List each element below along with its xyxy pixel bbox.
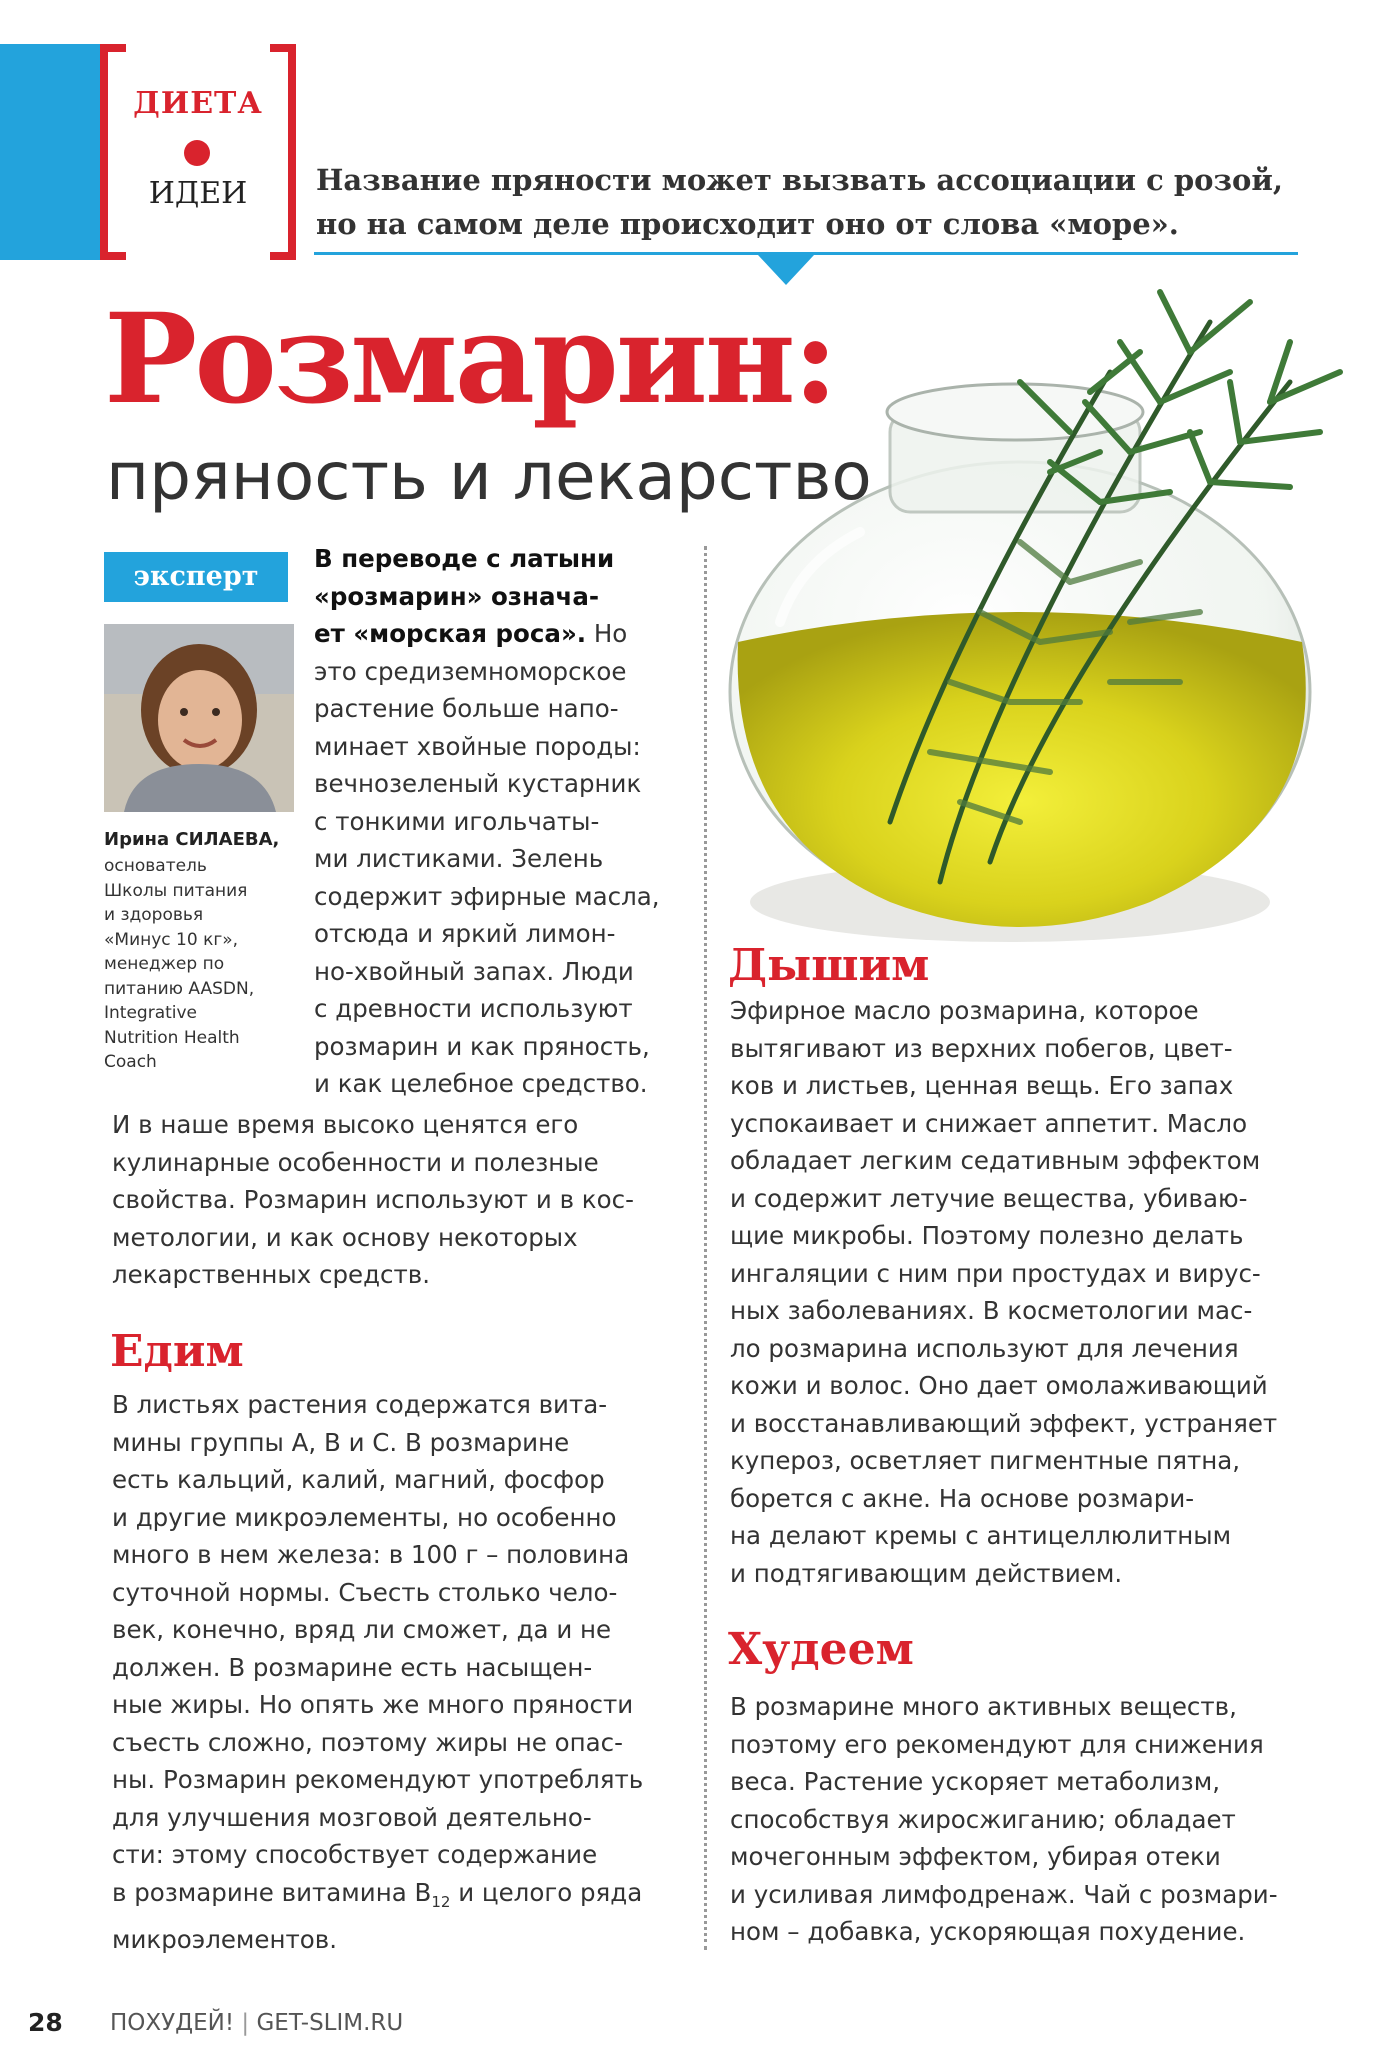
- page-number: 28: [28, 2008, 63, 2037]
- header-color-band: [0, 44, 100, 260]
- page-title: Розмарин:: [104, 287, 836, 432]
- intro-continuation: И в наше время высоко ценятся его кулинарные особенности и полезные свойства. Розмарин используют и в кос- метологии, и как основу некоторых лекарственных средств.: [112, 1110, 634, 1289]
- section-heading-breathe: Дышим: [728, 940, 930, 991]
- column-divider: [704, 546, 707, 1950]
- rubric-bracket-left: [100, 44, 126, 260]
- lead-paragraph: Название пряности может вызвать ассоциации с розой, но на самом деле происходит оно от слова «море».: [316, 163, 1283, 241]
- rubric-label-ideas: ИДЕИ: [148, 176, 248, 211]
- section-body-slim: В розмарине много активных веществ, поэтому его рекомендуют для снижения веса. Растение ускоряет метаболизм, способствуя жиросжиганию; обладает мочегонным эффектом, убирая отеки и усиливая лимфодренаж. Чай с розмари- ном – добавка, ускоряющая похудение.: [730, 1692, 1278, 1946]
- section-body-eat: В листьях растения содержатся вита- мины группы А, В и С. В розмарине есть кальций, калий, магний, фосфор и другие микроэлементы, но особенно много в нем железа: в 100 г – половина суточной нормы. Съесть столько чело- век, конечно, вряд ли сможет, да и не должен. В розмарине есть насыщен- ные жиры. Но опять же много пряности съесть сложно, поэтому жиры не опас- ны. Розмарин рекомендуют употреблять для улучшения мозговой деятельно- сти: этому способствует содержание в розмарине витамина $В_{12}$ и целого ряда микроэлементов.: [112, 1390, 644, 1954]
- section-body-breathe: Эфирное масло розмарина, которое вытягивают из верхних побегов, цвет- ков и листьев, ценная вещь. Его запах успокаивает и снижает аппетит. Масло обладает легким седативным эффектом и содержит летучие вещества, убиваю- щие микробы. Поэтому полезно делать ингаляции с ним при простудах и вирус- ных заболеваниях. В косметологии мас- ло розмарина используют для лечения кожи и волос. Оно дает омолаживающий и восстанавливающий эффект, устраняет купероз, осветляет пигментные пятна, борется с акне. На основе розмари- на делают кремы с антицеллюлитным и подтягивающим действием.: [730, 996, 1278, 1588]
- expert-name: Ирина СИЛАЕВА,: [104, 829, 280, 850]
- page-subtitle: пряность и лекарство: [106, 438, 872, 515]
- footer-credit: [110, 2010, 403, 2036]
- section-heading-eat: Едим: [110, 1326, 244, 1377]
- rubric-bracket-right: [270, 44, 296, 260]
- footer-separator: |: [241, 2010, 250, 2036]
- magazine-name: ПОХУДЕЙ!: [110, 2010, 235, 2036]
- rubric-label-diet: ДИЕТА: [133, 86, 263, 121]
- expert-photo: [104, 624, 294, 812]
- expert-bio: основатель Школы питания и здоровья «Минус 10 кг», менеджер по питанию AASDN, Integrative Nutrition Health Coach: [104, 856, 255, 1072]
- rubric-dot: [184, 140, 210, 166]
- rosemary-oil-jar-illustration: [690, 262, 1380, 962]
- website-link[interactable]: GET-SLIM.RU: [256, 2010, 404, 2036]
- section-heading-slim: Худеем: [728, 1624, 914, 1675]
- intro-paragraph: В переводе с латыни «розмарин» означа- ет «морская роса». Но это средиземноморское растение больше напо- минает хвойные породы: вечнозеленый кустарник с тонкими игольчаты- ми листиками. Зелень содержит эфирные масла, отсюда и яркий лимон- но-хвойный запах. Люди с древности используют розмарин и как пряность, и как целебное средство.: [314, 544, 660, 1098]
- expert-badge: эксперт: [104, 552, 288, 602]
